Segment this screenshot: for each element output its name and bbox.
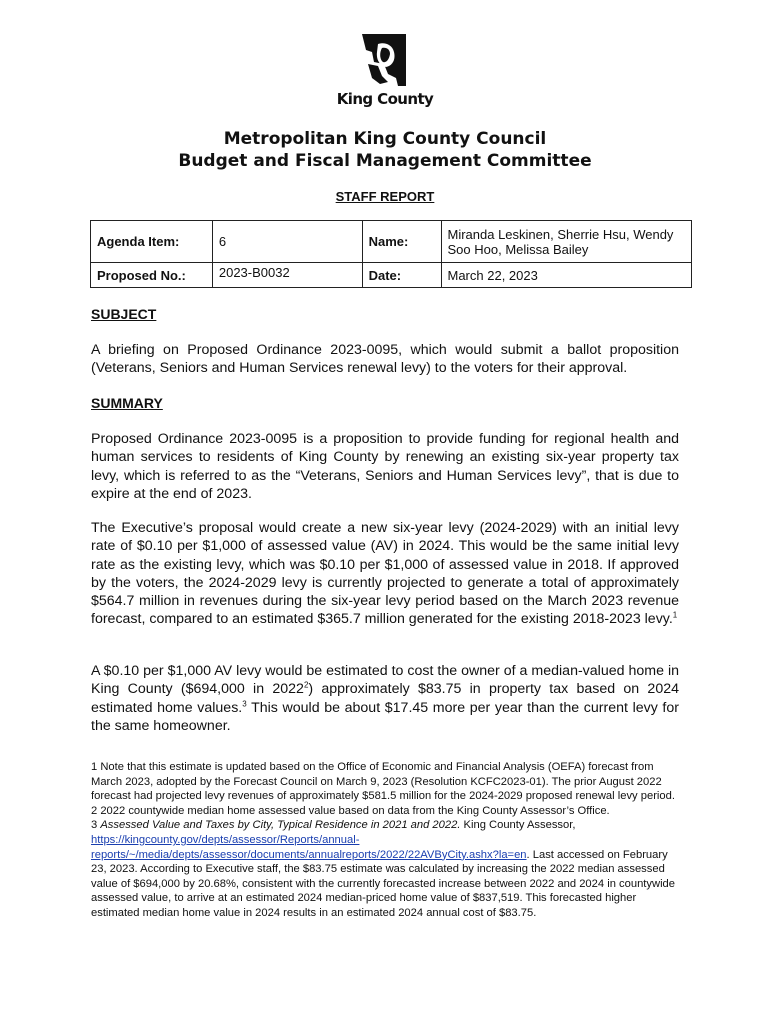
footnote-ref-3: 3: [242, 698, 247, 708]
footnote-ref-2: 2: [303, 680, 309, 690]
committee-title-line-2: Budget and Fiscal Management Committee: [178, 151, 592, 171]
summary-paragraph-3-part-c: This would be about $17.45 more per year than the current levy for the same homeowner.: [91, 699, 679, 734]
name-value: Miranda Leskinen, Sherrie Hsu, Wendy Soo Hoo, Melissa Bailey: [441, 221, 692, 263]
footnote-3-number: 3: [91, 819, 98, 832]
footnote-3-source: King County Assessor,: [463, 819, 576, 832]
summary-paragraph-1: Proposed Ordinance 2023-0095 is a proposition to provide funding for regional health and human services to residents of King County by renewing an existing six-year property tax levy, which is referred to as the “Veterans, Seniors and Human Services levy”, that is due to expire at the end of 2023.: [91, 431, 679, 502]
summary-paragraph-3-part-a: A $0.10 per $1,000 AV levy would be estimated to cost the owner of a median-valued home in King County ($694,000 in 2022: [91, 663, 679, 698]
summary-paragraph-3: [91, 662, 679, 735]
agenda-info-table: [90, 220, 692, 288]
subject-heading: SUBJECT: [91, 306, 157, 322]
agenda-item-label: Agenda Item:: [91, 221, 213, 263]
footnote-3-rest: . Last accessed on February 23, 2023. According to Executive staff, the $83.75 estimate was calculated by increasing the 2022 median assessed value of $694,000 by 20.68%, consistent with the currently forecasted increase between 2022 and 2024 in countywide assessed value, to arrive at an estimated 2024 median-priced home value of $837,519. This forecasted higher estimated median home value in 2024 results in an estimated 2024 annual cost of $83.75.: [91, 848, 675, 919]
footnote-ref-1: 1: [672, 610, 678, 620]
assessor-report-link[interactable]: https://kingcounty.gov/depts/assessor/Reports/annual-reports/~/media/depts/assessor/documents/annualreports/2022/22AVByCity.ashx?la=en: [91, 833, 527, 861]
footnote-3: [91, 818, 681, 920]
date-label: Date:: [362, 263, 441, 288]
proposed-no-value: 2023-B0032: [212, 263, 362, 288]
committee-title-line-1: Metropolitan King County Council: [223, 129, 547, 149]
staff-report-label: STAFF REPORT: [335, 189, 435, 204]
king-county-logo-icon: [358, 34, 408, 88]
subject-text: A briefing on Proposed Ordinance 2023-0095, which would submit a ballot proposition (Veterans, Seniors and Human Services renewal levy) to the voters for their approval.: [91, 342, 679, 377]
date-value: March 22, 2023: [441, 263, 692, 288]
agenda-item-value: 6: [212, 221, 362, 263]
table-row: [91, 263, 692, 288]
summary-paragraph-2: [91, 519, 679, 629]
king-county-logo: [332, 34, 438, 112]
footnote-3-title: Assessed Value and Taxes by City, Typical Residence in 2021 and 2022.: [100, 819, 461, 832]
summary-paragraph-3-part-b: ) approximately $83.75 in property tax based on 2024 estimated home values.: [91, 681, 679, 716]
footnote-2: 2 2022 countywide median home assessed value based on data from the King County Assessor’s Office.: [91, 804, 610, 817]
table-row: [91, 221, 692, 263]
logo-wordmark: King County: [336, 90, 434, 108]
name-label: Name:: [362, 221, 441, 263]
summary-heading: SUMMARY: [91, 395, 163, 411]
footnotes: [91, 760, 681, 921]
summary-paragraph-2-text: The Executive’s proposal would create a new six-year levy (2024-2029) with an initial levy rate of $0.10 per $1,000 of assessed value (AV) in 2024. This would be the same initial levy rate as the existing levy, which was $0.10 per $1,000 of assessed value in 2018. If approved by the voters, the 2024-2029 levy is currently projected to generate a total of approximately $564.7 million in revenues during the six-year levy period based on the March 2023 revenue forecast, compared to an estimated $365.7 million generated for the existing 2018-2023 levy.: [91, 520, 679, 628]
proposed-no-label: Proposed No.:: [91, 263, 213, 288]
footnote-1: 1 Note that this estimate is updated based on the Office of Economic and Financial Analysis (OEFA) forecast from March 2023, adopted by the Forecast Council on March 9, 2023 (Resolution KCFC2023-01). The prior August 2022 forecast had projected levy revenues of approximately $581.5 million for the 2024-2029 proposed renewal levy period.: [91, 761, 675, 803]
